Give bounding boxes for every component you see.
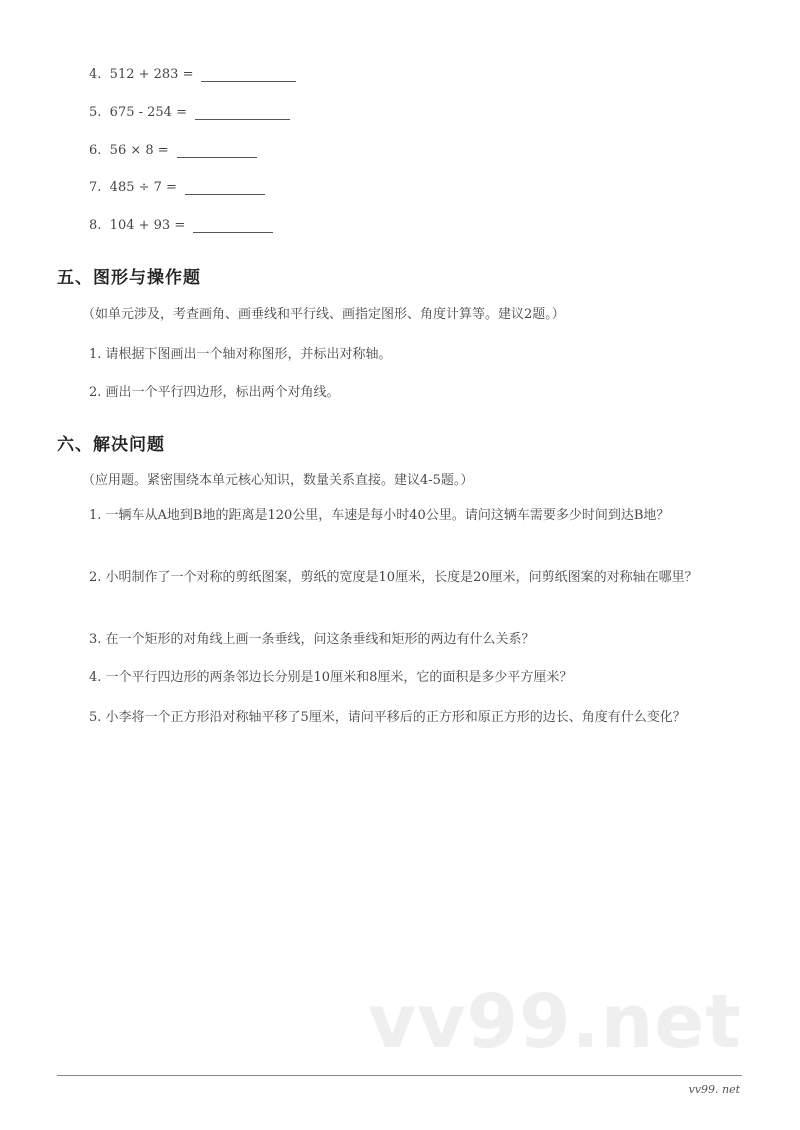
answer-blank[interactable] — [201, 67, 296, 82]
section-6-note: （应用题。紧密围绕本单元核心知识，数量关系直接。建议4-5题。） — [82, 473, 474, 488]
calc-number: 7. — [89, 180, 102, 195]
problem-5: 5. 小李将一个正方形沿对称轴平移了5厘米，请问平移后的正方形和原正方形的边长、角度有什么变化？ — [89, 710, 686, 725]
section-6-title: 六、解决问题 — [57, 435, 165, 455]
answer-blank[interactable] — [185, 180, 265, 195]
calc-question-7 — [89, 175, 265, 195]
problem-3: 3. 在一个矩形的对角线上画一条垂线，问这条垂线和矩形的两边有什么关系？ — [89, 632, 535, 647]
calc-question-6 — [89, 138, 257, 158]
calc-number: 6. — [89, 143, 102, 158]
problem-1: 1. 一辆车从A地到B地的距离是120公里，车速是每小时40公里。请问这辆车需要多少时间到达B地？ — [89, 508, 670, 523]
calc-number: 8. — [89, 218, 102, 233]
watermark: vv99.net — [368, 979, 742, 1065]
footer-divider — [57, 1075, 742, 1076]
calc-number: 5. — [89, 105, 102, 120]
calc-expression: 675 - 254 = — [109, 105, 187, 120]
calc-expression: 485 ÷ 7 = — [109, 180, 177, 195]
calc-expression: 104 + 93 = — [109, 218, 186, 233]
calc-expression: 56 × 8 = — [109, 143, 169, 158]
calc-question-4 — [89, 62, 296, 82]
problem-4: 4. 一个平行四边形的两条邻边长分别是10厘米和8厘米，它的面积是多少平方厘米？ — [89, 670, 573, 685]
answer-blank[interactable] — [193, 218, 273, 233]
section-5-item-2: 2. 画出一个平行四边形，标出两个对角线。 — [89, 385, 340, 400]
section-5-title: 五、图形与操作题 — [57, 268, 201, 288]
answer-blank[interactable] — [177, 143, 257, 158]
calc-question-5 — [89, 100, 290, 120]
problem-2: 2. 小明制作了一个对称的剪纸图案，剪纸的宽度是10厘米，长度是20厘米，问剪纸图案的对称轴在哪里？ — [89, 570, 698, 585]
answer-blank[interactable] — [195, 105, 290, 120]
section-5-note: （如单元涉及，考查画角、画垂线和平行线、画指定图形、角度计算等。建议2题。） — [82, 307, 565, 322]
footer-site-label: vv99. net — [688, 1083, 740, 1096]
section-5-item-1: 1. 请根据下图画出一个轴对称图形，并标出对称轴。 — [89, 347, 392, 362]
calc-question-8 — [89, 213, 273, 233]
calc-expression: 512 + 283 = — [109, 67, 194, 82]
calc-number: 4. — [89, 67, 102, 82]
